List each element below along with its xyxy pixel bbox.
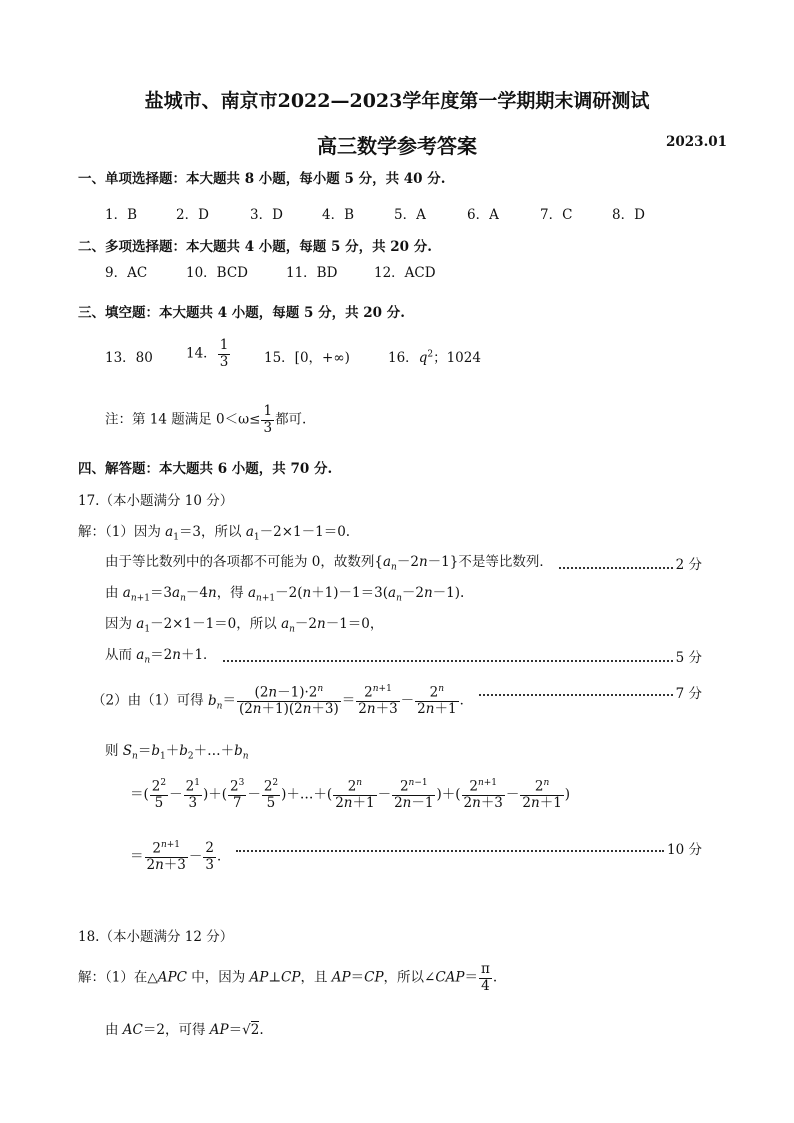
q17-line-8: ＝( $\frac{2^2}{5}$ － $\frac{2^1}{3}$ )＋( $\frac{2^3}{7}$ － $\frac{2^2}{5}$ )＋…＋( $\frac{2^n}{2n+1}$ － $\frac{2^{n-1}}{2n-1}$ )＋( $\frac{2^{n+1}}{2n+3}$ － $\frac{2^n}{2n+1}$ ) bbox=[130, 778, 571, 812]
q17-line-7: 则 $S_n=b_1+b_2+\dots+b_n$ bbox=[105, 743, 249, 762]
q17-line-4: 因为 $a_1-2\times 1-1=0$，所以 $a_n-2n-1=0$， bbox=[105, 616, 384, 635]
q17-score-2: 2 分 bbox=[675, 556, 702, 573]
answer-7: 7．C bbox=[540, 207, 573, 223]
q17-line-1: 解：（1）因为 $a_1=3$，所以 $a_1-2\times 1-1=0$. bbox=[78, 524, 351, 543]
answer-1: 1．B bbox=[105, 207, 138, 223]
q17-line-5: 从而 $a_n=2n+1$． 5 分 bbox=[105, 647, 702, 666]
section-3-heading: 三、填空题：本大题共 4 小题，每题 5 分，共 20 分. bbox=[78, 305, 405, 321]
answer-4: 4．B bbox=[322, 207, 355, 223]
q17-score-5: 5 分 bbox=[675, 649, 702, 666]
answer-8: 8．D bbox=[612, 207, 645, 223]
answer-10: 10．BCD bbox=[186, 265, 249, 281]
q17-line-6: （2）由（1）可得 $b_n=$ $\frac{(2n-1)\cdot 2^n}{(2n+1)(2n+3)}$ ＝ $\frac{2^{n+1}}{2n+3}$ － $\frac{2^n}{2n+1}$ ． 7 分 bbox=[92, 682, 702, 718]
q17-line-2: 由于等比数列中的各项都不可能为 0，故数列$\{a_n-2n-1\}$不是等比数列． 2 分 bbox=[105, 554, 702, 573]
document-subtitle: 高三数学参考答案 bbox=[317, 134, 477, 158]
note-14: 注：第 14 题满足 0＜ω≤ $\frac{1}{3}$ 都可. bbox=[105, 403, 307, 436]
answer-11: 11．BD bbox=[286, 265, 338, 281]
answer-13: 13．80 bbox=[105, 350, 153, 366]
section-1-heading: 一、单项选择题：本大题共 8 小题，每小题 5 分，共 40 分. bbox=[78, 171, 446, 187]
document-title: 盐城市、南京市2022—2023学年度第一学期期末调研测试 bbox=[144, 90, 650, 112]
answer-12: 12．ACD bbox=[374, 265, 436, 281]
answer-16: 16．$q^2$；1024 bbox=[388, 349, 481, 366]
answer-14: 14． $\frac{1}{3}$ bbox=[186, 337, 229, 370]
q17-score-7: 7 分 bbox=[675, 686, 702, 702]
document-date: 2023.01 bbox=[666, 134, 728, 150]
q18-line-2: 由 AC＝2，可得 AP＝√2. bbox=[105, 1022, 264, 1038]
answer-5: 5．A bbox=[394, 207, 426, 223]
q17-score-10: 10 分 bbox=[667, 842, 702, 858]
q17-line-3: 由 $a_{n+1}=3a_n-4n$，得 $a_{n+1}-2(n+1)-1=3(a_n-2n-1)$. bbox=[105, 585, 465, 604]
section-4-heading: 四、解答题：本大题共 6 小题，共 70 分. bbox=[78, 461, 333, 477]
q18-line-1: 解：（1）在△APC 中，因为 AP⊥CP，且 AP＝CP，所以∠CAP＝ $\frac{\pi}{4}$ . bbox=[78, 961, 498, 994]
answer-15: 15．[0，+∞) bbox=[264, 350, 350, 366]
answer-6: 6．A bbox=[467, 207, 499, 223]
answer-3: 3．D bbox=[250, 207, 283, 223]
answer-2: 2．D bbox=[176, 207, 209, 223]
q18-title: 18.（本小题满分 12 分） bbox=[78, 929, 234, 945]
answer-9: 9．AC bbox=[105, 265, 148, 281]
q17-title: 17.（本小题满分 10 分） bbox=[78, 493, 234, 509]
q17-line-9: ＝ $\frac{2^{n+1}}{2n+3}$ － $\frac{2}{3}$ ． 10 分 bbox=[130, 838, 702, 874]
section-2-heading: 二、多项选择题：本大题共 4 小题，每题 5 分，共 20 分. bbox=[78, 239, 432, 255]
